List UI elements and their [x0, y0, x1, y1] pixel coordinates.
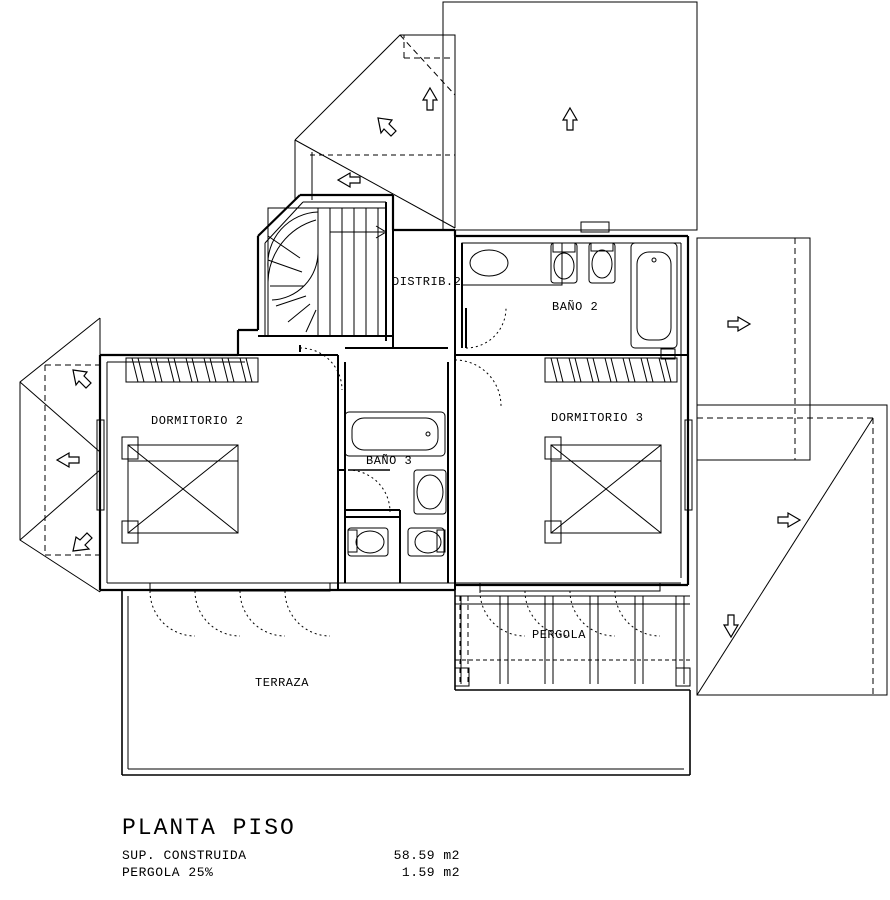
room-label-dormitorio2: DORMITORIO 2 — [151, 414, 244, 428]
legend-value-construida: 58.59 m2 — [393, 848, 460, 863]
roof-north-block — [443, 2, 697, 230]
bathroom-2-fixtures — [462, 222, 677, 348]
roof-east-upper-block — [697, 238, 810, 460]
terrace-outline — [122, 590, 690, 775]
roof-east-lower-block — [697, 405, 887, 695]
door-swings — [300, 308, 506, 512]
bed-dormitorio-3 — [545, 437, 661, 543]
title-block — [122, 815, 642, 881]
bed-dormitorio-2 — [122, 437, 238, 543]
drawing-title: PLANTA PISO — [122, 815, 296, 841]
room-label-terraza: TERRAZA — [255, 676, 309, 690]
legend-row-construida — [122, 847, 642, 864]
legend-label-pergola: PERGOLA 25% — [122, 865, 214, 880]
legend-row-pergola — [122, 864, 642, 881]
terrace-edge-lines — [128, 596, 684, 769]
internal-partitions — [238, 195, 688, 590]
closet-dormitorio-3 — [545, 349, 677, 382]
roof-north-gable — [295, 35, 455, 228]
room-label-distrib2: DISTRIB.2 — [392, 275, 462, 289]
room-label-bano3: BAÑO 3 — [366, 454, 413, 468]
roof-west-bay — [20, 318, 100, 592]
staircase — [268, 208, 386, 336]
room-label-dormitorio3: DORMITORIO 3 — [551, 411, 644, 425]
legend-value-pergola: 1.59 m2 — [401, 865, 460, 880]
bathroom-3-fixtures — [345, 412, 446, 556]
room-label-pergola: PERGOLA — [532, 628, 586, 642]
room-label-bano2: BAÑO 2 — [552, 300, 599, 314]
legend-label-construida: SUP. CONSTRUIDA — [122, 848, 247, 863]
